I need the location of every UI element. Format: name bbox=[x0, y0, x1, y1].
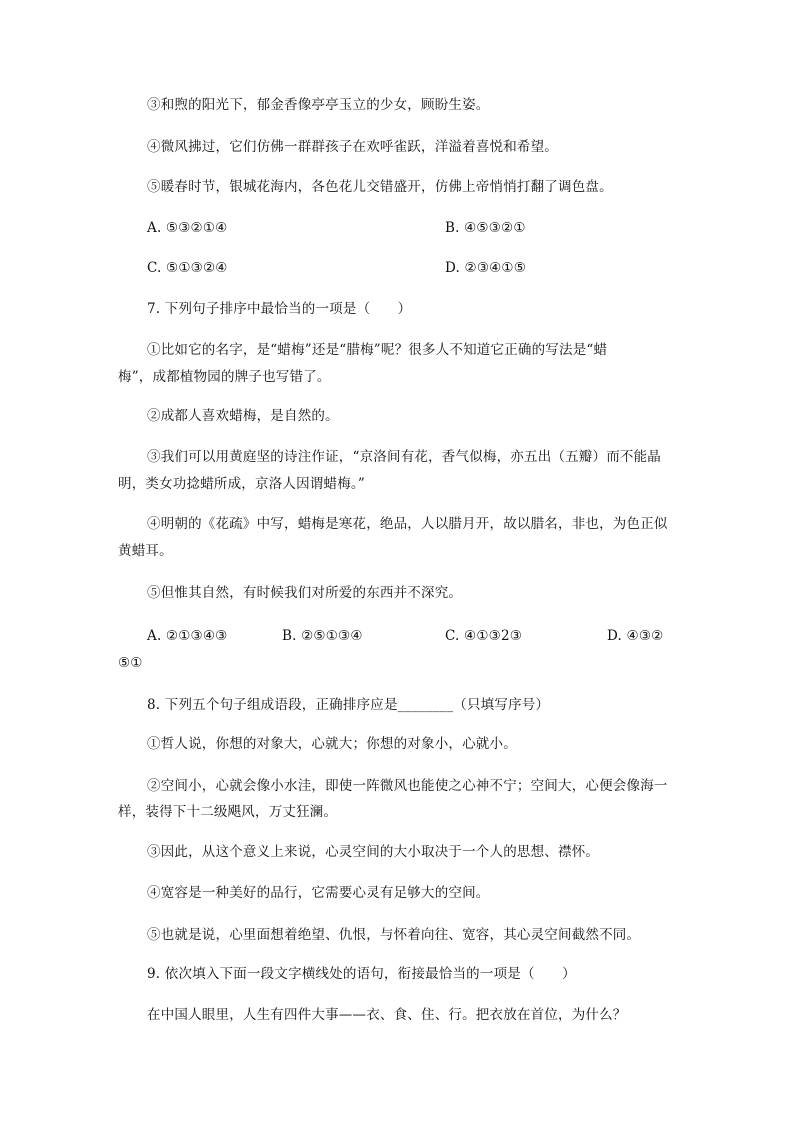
q6-option-b: B. ④⑤③②① bbox=[445, 220, 526, 236]
q6-option-a: A. ⑤③②①④ bbox=[147, 220, 228, 236]
q7-sentence-1-line-2: 梅”，成都植物园的牌子也写错了。 bbox=[118, 369, 331, 385]
q7-sentence-4-line-1: ④明朝的《花疏》中写，蜡梅是寒花，绝品，人以腊月开，故以腊名，非也，为色正似 bbox=[147, 516, 668, 532]
q7-option-c: C. ④①③2③ bbox=[445, 628, 523, 644]
q7-option-b: B. ②⑤①③④ bbox=[282, 628, 363, 644]
q7-sentence-5: ⑤但惟其自然，有时候我们对所爱的东西并不深究。 bbox=[147, 585, 463, 601]
q6-sentence-3: ③和煦的阳光下，郁金香像亭亭玉立的少女，顾盼生姿。 bbox=[147, 97, 490, 113]
q7-stem: 7. 下列句子排序中最恰当的一项是（ ） bbox=[147, 301, 412, 317]
q7-sentence-2: ②成都人喜欢蜡梅，是自然的。 bbox=[147, 408, 339, 424]
q7-option-d-line-2: ⑤① bbox=[118, 655, 143, 671]
q6-sentence-5: ⑤暖春时节，银城花海内，各色花儿交错盛开，仿佛上帝悄悄打翻了调色盘。 bbox=[147, 179, 613, 195]
q7-sentence-1-line-1: ①比如它的名字，是“蜡梅”还是“腊梅”呢？很多人不知道它正确的写法是“蜡 bbox=[147, 342, 608, 358]
q8-sentence-4: ④宽容是一种美好的品行，它需要心灵有足够大的空间。 bbox=[147, 885, 490, 901]
q8-sentence-1: ①哲人说，你想的对象大，心就大；你想的对象小，心就小。 bbox=[147, 736, 517, 752]
q7-sentence-3-line-2: 明，类女功捻蜡所成，京洛人因谓蜡梅。” bbox=[118, 476, 365, 492]
q7-option-d-line-1: D. ④③② bbox=[607, 628, 664, 644]
q8-sentence-3: ③因此，从这个意义上来说，心灵空间的大小取决于一个人的思想、襟怀。 bbox=[147, 844, 600, 860]
q6-sentence-4: ④微风拂过，它们仿佛一群群孩子在欢呼雀跃，洋溢着喜悦和希望。 bbox=[147, 139, 558, 155]
q8-stem: 8. 下列五个句子组成语段，正确排序应是________（只填写序号） bbox=[147, 697, 550, 713]
q7-sentence-3-line-1: ③我们可以用黄庭坚的诗注作证，“京洛间有花，香气似梅，亦五出（五瓣）而不能晶 bbox=[147, 449, 662, 465]
q7-option-a: A. ②①③④③ bbox=[147, 628, 228, 644]
q8-sentence-2-line-2: 样，装得下十二级飓风，万丈狂澜。 bbox=[118, 804, 338, 820]
q8-sentence-2-line-1: ②空间小，心就会像小水洼，即使一阵微风也能使之心神不宁；空间大，心便会像海一 bbox=[147, 778, 668, 794]
q8-sentence-5: ⑤也就是说，心里面想着绝望、仇恨，与怀着向往、宽容，其心灵空间截然不同。 bbox=[147, 927, 641, 943]
q6-option-d: D. ②③④①⑤ bbox=[445, 260, 527, 276]
q7-sentence-4-line-2: 黄蜡耳。 bbox=[118, 543, 173, 559]
q6-option-c: C. ⑤①③②④ bbox=[147, 260, 228, 276]
q9-text: 在中国人眼里，人生有四件大事——衣、食、住、行。把衣放在首位，为什么？ bbox=[147, 1007, 627, 1023]
q9-stem: 9. 依次填入下面一段文字横线处的语句，衔接最恰当的一项是（ ） bbox=[147, 966, 576, 982]
